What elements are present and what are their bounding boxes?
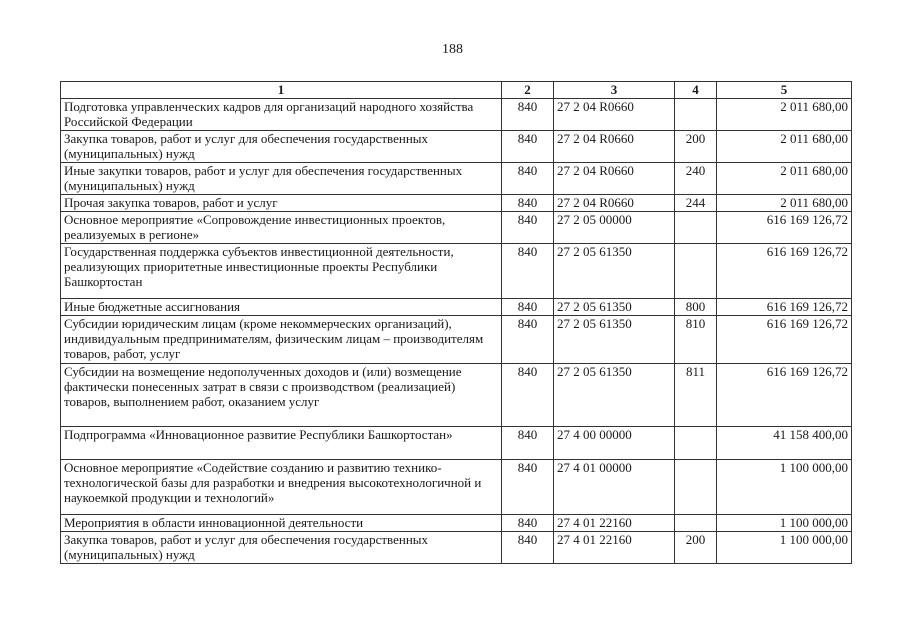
header-vr: 4 bbox=[675, 82, 717, 99]
row-amount-cell: 616 169 126,72 bbox=[717, 299, 852, 316]
page-number: 188 bbox=[442, 42, 463, 57]
row-ved-cell: 840 bbox=[502, 195, 554, 212]
row-name-cell: Государственная поддержка субъектов инвестиционной деятельности, реализующих приоритетные инвестиционные проекты Республики Башкортостан bbox=[61, 244, 502, 299]
row-vr-cell: 200 bbox=[675, 131, 717, 163]
row-ved-cell: 840 bbox=[502, 515, 554, 532]
table-row bbox=[61, 99, 852, 131]
table-row bbox=[61, 460, 852, 515]
table-header-row bbox=[61, 82, 852, 99]
row-amount-cell: 1 100 000,00 bbox=[717, 515, 852, 532]
row-vr-cell bbox=[675, 460, 717, 515]
row-csr-cell: 27 2 04 R0660 bbox=[554, 99, 675, 131]
row-name-cell: Подготовка управленческих кадров для организаций народного хозяйства Российской Федерации bbox=[61, 99, 502, 131]
header-name: 1 bbox=[61, 82, 502, 99]
row-vr-cell bbox=[675, 212, 717, 244]
row-vr-cell bbox=[675, 427, 717, 460]
table-row bbox=[61, 316, 852, 364]
table-row bbox=[61, 131, 852, 163]
table-row bbox=[61, 195, 852, 212]
row-csr-cell: 27 2 04 R0660 bbox=[554, 163, 675, 195]
row-csr-cell: 27 2 05 00000 bbox=[554, 212, 675, 244]
row-vr-cell bbox=[675, 244, 717, 299]
row-name-cell: Прочая закупка товаров, работ и услуг bbox=[61, 195, 502, 212]
row-csr-cell: 27 4 01 00000 bbox=[554, 460, 675, 515]
row-amount-cell: 41 158 400,00 bbox=[717, 427, 852, 460]
row-ved-cell: 840 bbox=[502, 212, 554, 244]
row-vr-cell: 200 bbox=[675, 532, 717, 564]
row-csr-cell: 27 4 00 00000 bbox=[554, 427, 675, 460]
row-amount-cell: 2 011 680,00 bbox=[717, 195, 852, 212]
row-csr-cell: 27 2 04 R0660 bbox=[554, 131, 675, 163]
row-amount-cell: 1 100 000,00 bbox=[717, 460, 852, 515]
row-csr-cell: 27 4 01 22160 bbox=[554, 532, 675, 564]
row-ved-cell: 840 bbox=[502, 163, 554, 195]
row-name-cell: Иные закупки товаров, работ и услуг для обеспечения государственных (муниципальных) нужд bbox=[61, 163, 502, 195]
row-vr-cell: 810 bbox=[675, 316, 717, 364]
row-amount-cell: 2 011 680,00 bbox=[717, 131, 852, 163]
table-row bbox=[61, 515, 852, 532]
table-row bbox=[61, 299, 852, 316]
row-name-cell: Закупка товаров, работ и услуг для обеспечения государственных (муниципальных) нужд bbox=[61, 131, 502, 163]
row-name-cell: Закупка товаров, работ и услуг для обеспечения государственных (муниципальных) нужд bbox=[61, 532, 502, 564]
row-vr-cell: 800 bbox=[675, 299, 717, 316]
row-csr-cell: 27 2 05 61350 bbox=[554, 316, 675, 364]
row-csr-cell: 27 4 01 22160 bbox=[554, 515, 675, 532]
table-row bbox=[61, 532, 852, 564]
table-row bbox=[61, 212, 852, 244]
header-csr: 3 bbox=[554, 82, 675, 99]
row-vr-cell: 240 bbox=[675, 163, 717, 195]
row-ved-cell: 840 bbox=[502, 364, 554, 427]
row-ved-cell: 840 bbox=[502, 316, 554, 364]
row-name-cell: Подпрограмма «Инновационное развитие Республики Башкортостан» bbox=[61, 427, 502, 460]
row-amount-cell: 616 169 126,72 bbox=[717, 244, 852, 299]
row-name-cell: Субсидии юридическим лицам (кроме некоммерческих организаций), индивидуальным предпринимателям, физическим лицам – производителям товаров, работ, услуг bbox=[61, 316, 502, 364]
header-ved: 2 bbox=[502, 82, 554, 99]
row-ved-cell: 840 bbox=[502, 427, 554, 460]
row-csr-cell: 27 2 05 61350 bbox=[554, 299, 675, 316]
row-vr-cell: 811 bbox=[675, 364, 717, 427]
row-ved-cell: 840 bbox=[502, 244, 554, 299]
row-ved-cell: 840 bbox=[502, 532, 554, 564]
row-name-cell: Основное мероприятие «Содействие созданию и развитию технико-технологической базы для разработки и внедрения высокотехнологичной и наукоемкой продукции и технологий» bbox=[61, 460, 502, 515]
row-ved-cell: 840 bbox=[502, 460, 554, 515]
header-amount: 5 bbox=[717, 82, 852, 99]
row-csr-cell: 27 2 04 R0660 bbox=[554, 195, 675, 212]
row-name-cell: Основное мероприятие «Сопровождение инвестиционных проектов, реализуемых в регионе» bbox=[61, 212, 502, 244]
row-ved-cell: 840 bbox=[502, 131, 554, 163]
row-amount-cell: 616 169 126,72 bbox=[717, 364, 852, 427]
row-amount-cell: 616 169 126,72 bbox=[717, 316, 852, 364]
row-amount-cell: 2 011 680,00 bbox=[717, 99, 852, 131]
table-row bbox=[61, 163, 852, 195]
row-ved-cell: 840 bbox=[502, 299, 554, 316]
row-name-cell: Субсидии на возмещение недополученных доходов и (или) возмещение фактически понесенных затрат в связи с производством (реализацией) товаров, выполнением работ, оказанием услуг bbox=[61, 364, 502, 427]
table-body bbox=[61, 99, 852, 564]
row-name-cell: Мероприятия в области инновационной деятельности bbox=[61, 515, 502, 532]
row-name-cell: Иные бюджетные ассигнования bbox=[61, 299, 502, 316]
row-csr-cell: 27 2 05 61350 bbox=[554, 364, 675, 427]
table-row bbox=[61, 364, 852, 427]
table-row bbox=[61, 427, 852, 460]
row-amount-cell: 2 011 680,00 bbox=[717, 163, 852, 195]
row-vr-cell bbox=[675, 515, 717, 532]
row-ved-cell: 840 bbox=[502, 99, 554, 131]
table-row bbox=[61, 244, 852, 299]
row-vr-cell bbox=[675, 99, 717, 131]
row-vr-cell: 244 bbox=[675, 195, 717, 212]
row-csr-cell: 27 2 05 61350 bbox=[554, 244, 675, 299]
budget-table bbox=[60, 81, 852, 564]
row-amount-cell: 1 100 000,00 bbox=[717, 532, 852, 564]
row-amount-cell: 616 169 126,72 bbox=[717, 212, 852, 244]
